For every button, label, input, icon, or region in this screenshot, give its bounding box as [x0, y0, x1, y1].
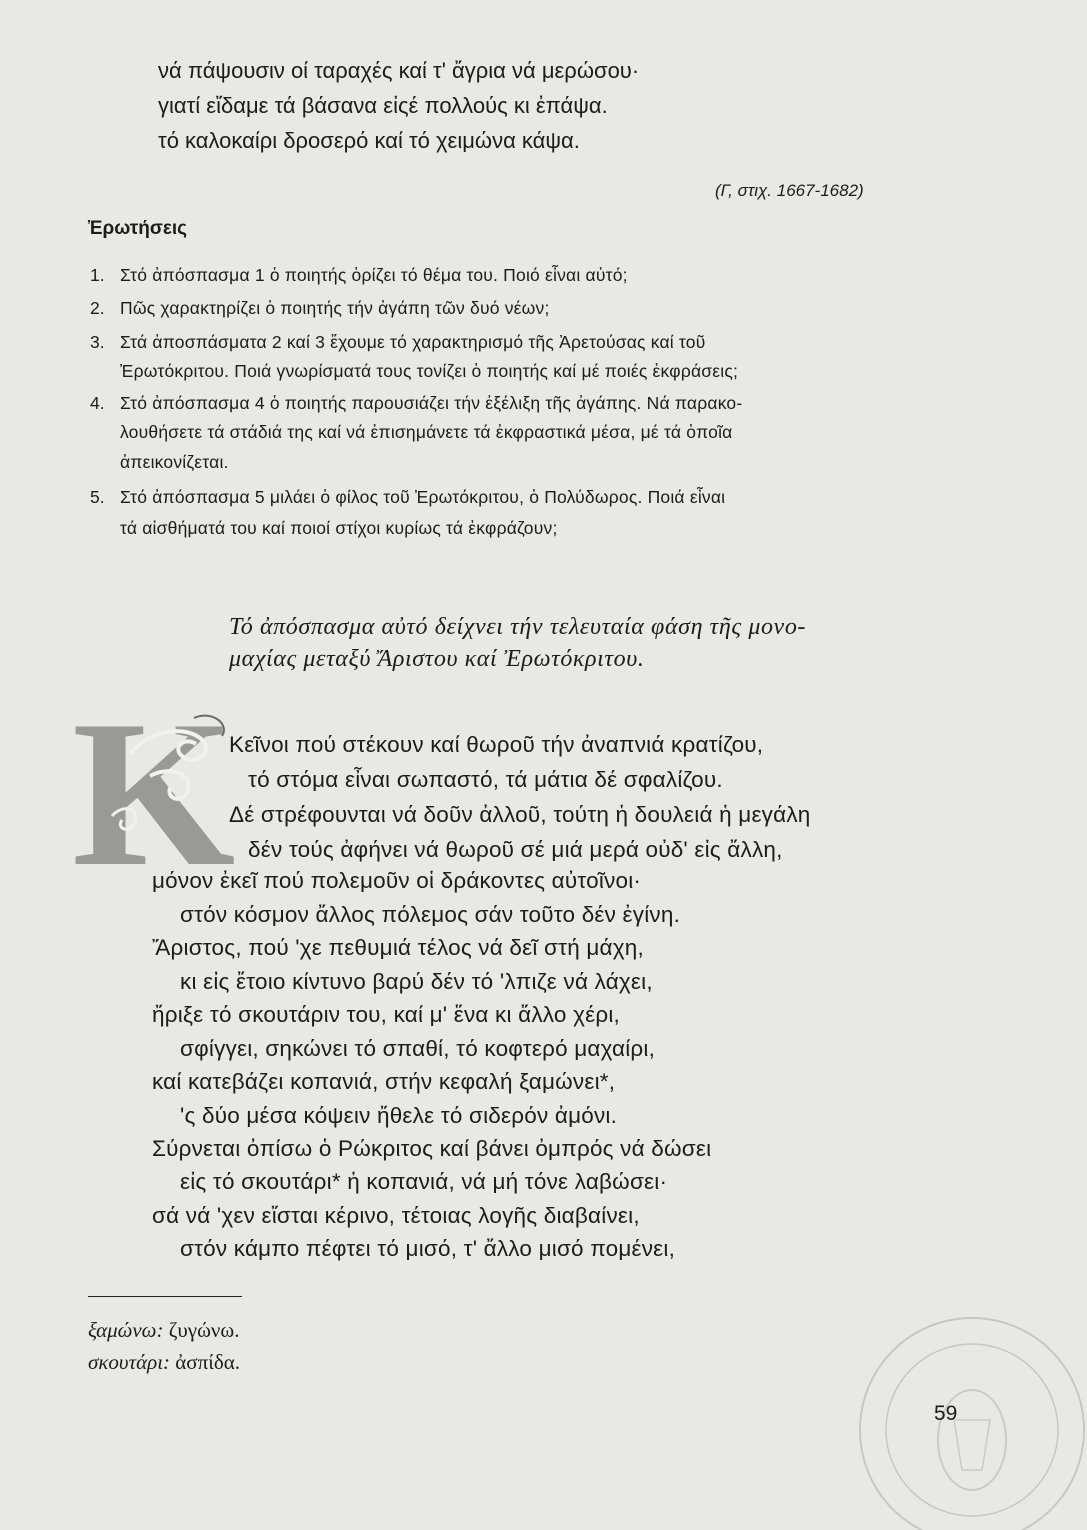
questions-heading: Ἐρωτήσεις — [88, 218, 188, 239]
top-verse-line: τό καλοκαίρι δροσερό καί τό χειμώνα κάψα. — [158, 128, 580, 153]
question-text: τά αἰσθήματά του καί ποιοί στίχοι κυρίως τά ἐκφράζουν; — [120, 518, 558, 538]
intro-text: μαχίας μεταξύ Ἄριστου καί Ἐρωτόκριτου. — [229, 646, 645, 672]
poem-line: Δέ στρέφουνται νά δοῦν ἀλλοῦ, τούτη ἡ δουλειά ἡ μεγάλη — [229, 802, 811, 827]
question-text: ἀπεικονίζεται. — [120, 452, 229, 472]
poem-line: καί κατεβάζει κοπανιά, στήν κεφαλή ξαμώνει*, — [152, 1069, 616, 1094]
footnote-definition: ζυγώνω. — [168, 1318, 240, 1342]
svg-text:Κ: Κ — [72, 706, 236, 874]
poem-line: στόν κόσμον ἄλλος πόλεμος σάν τοῦτο δέν ἐγίνη. — [180, 902, 681, 927]
top-verse-line: νά πάψουσιν οί ταραχές καί τ' ἄγρια νά μερώσου· — [158, 58, 640, 83]
citation: (Γ, στιχ. 1667-1682) — [715, 181, 864, 200]
question-text: λουθήσετε τά στάδιά της καί νά ἐπισημάνετε τά ἐκφραστικά μέσα, μέ τά ὁποῖα — [120, 422, 733, 442]
decorated-initial-k-icon — [72, 706, 242, 874]
question-number: 2. — [90, 298, 105, 318]
poem-line: δέν τούς ἀφήνει νά θωροῦ σέ μιά μερά οὐδ' εἰς ἄλλη, — [248, 837, 783, 862]
poem-line: 'ς δύο μέσα κόψειν ἤθελε τό σιδερόν ἀμόνι. — [180, 1103, 618, 1128]
poem-line: Σύρνεται ὀπίσω ὁ Ρώκριτος καί βάνει ὀμπρός νά δώσει — [152, 1136, 712, 1161]
question-number: 1. — [90, 265, 105, 285]
intro-text: Τό ἀπόσπασμα αὐτό δείχνει τήν τελευταία φάση τῆς μονο- — [229, 614, 807, 640]
question-text: Στό ἀπόσπασμα 4 ὁ ποιητής παρουσιάζει τήν ἐξέλιξη τῆς ἀγάπης. Νά παρακο- — [120, 393, 743, 413]
poem-line: Ἄριστος, πού 'χε πεθυμιά τέλος νά δεῖ στή μάχη, — [152, 935, 644, 960]
footnote-definition: ἀσπίδα. — [175, 1350, 241, 1374]
poem-line: μόνον ἐκεῖ πού πολεμοῦν οἱ δράκοντες αὐτοῖνοι· — [152, 868, 642, 893]
library-stamp-icon — [842, 1300, 1087, 1530]
poem-line: ἤριξε τό σκουτάριν του, καί μ' ἕνα κι ἄλλο χέρι, — [152, 1002, 620, 1027]
question-number: 4. — [90, 393, 105, 413]
poem-line: σφίγγει, σηκώνει τό σπαθί, τό κοφτερό μαχαίρι, — [180, 1036, 656, 1061]
question-text: Στό ἀπόσπασμα 5 μιλάει ὁ φίλος τοῦ Ἐρωτόκριτου, ὁ Πολύδωρος. Ποιά εἶναι — [120, 487, 726, 507]
question-number: 5. — [90, 487, 105, 507]
footnote — [88, 1350, 240, 1375]
question-text: Στό ἀπόσπασμα 1 ὁ ποιητής ὁρίζει τό θέμα του. Ποιό εἶναι αὐτό; — [120, 265, 628, 285]
footnote-divider — [88, 1296, 242, 1297]
question-text: Στά ἀποσπάσματα 2 καί 3 ἔχουμε τό χαρακτηρισμό τῆς Ἀρετούσας καί τοῦ — [120, 332, 706, 352]
question-text: Ἐρωτόκριτου. Ποιά γνωρίσματά τους τονίζει ὁ ποιητής καί μέ ποιές ἐκφράσεις; — [120, 361, 739, 381]
top-verse-line: γιατί εἴδαμε τά βάσανα εἰςέ πολλούς κι ἐπάψα. — [158, 93, 608, 118]
poem-line: στόν κάμπο πέφτει τό μισό, τ' ἄλλο μισό πομένει, — [180, 1236, 676, 1261]
poem-line: τό στόμα εἶναι σωπαστό, τά μάτια δέ σφαλίζου. — [248, 767, 723, 792]
poem-line: κι εἰς ἔτοιο κίντυνο βαρύ δέν τό 'λπιζε νά λάχει, — [180, 969, 653, 994]
question-number: 3. — [90, 332, 105, 352]
question-text: Πῶς χαρακτηρίζει ὁ ποιητής τήν ἀγάπη τῶν δυό νέων; — [120, 298, 550, 318]
page-number: 59 — [934, 1402, 958, 1425]
poem-line: σά νά 'χεν εἴσται κέρινο, τέτοιας λογῆς διαβαίνει, — [152, 1203, 640, 1228]
poem-line: Κεῖνοι πού στέκουν καί θωροῦ τήν ἀναπνιά κρατίζου, — [229, 732, 764, 757]
poem-line: εἰς τό σκουτάρι* ἡ κοπανιά, νά μή τόνε λαβώσει· — [180, 1169, 668, 1194]
footnote-term: σκουτάρι: — [88, 1350, 171, 1374]
footnote-term: ξαμώνω: — [88, 1318, 164, 1342]
footnote — [88, 1318, 239, 1343]
